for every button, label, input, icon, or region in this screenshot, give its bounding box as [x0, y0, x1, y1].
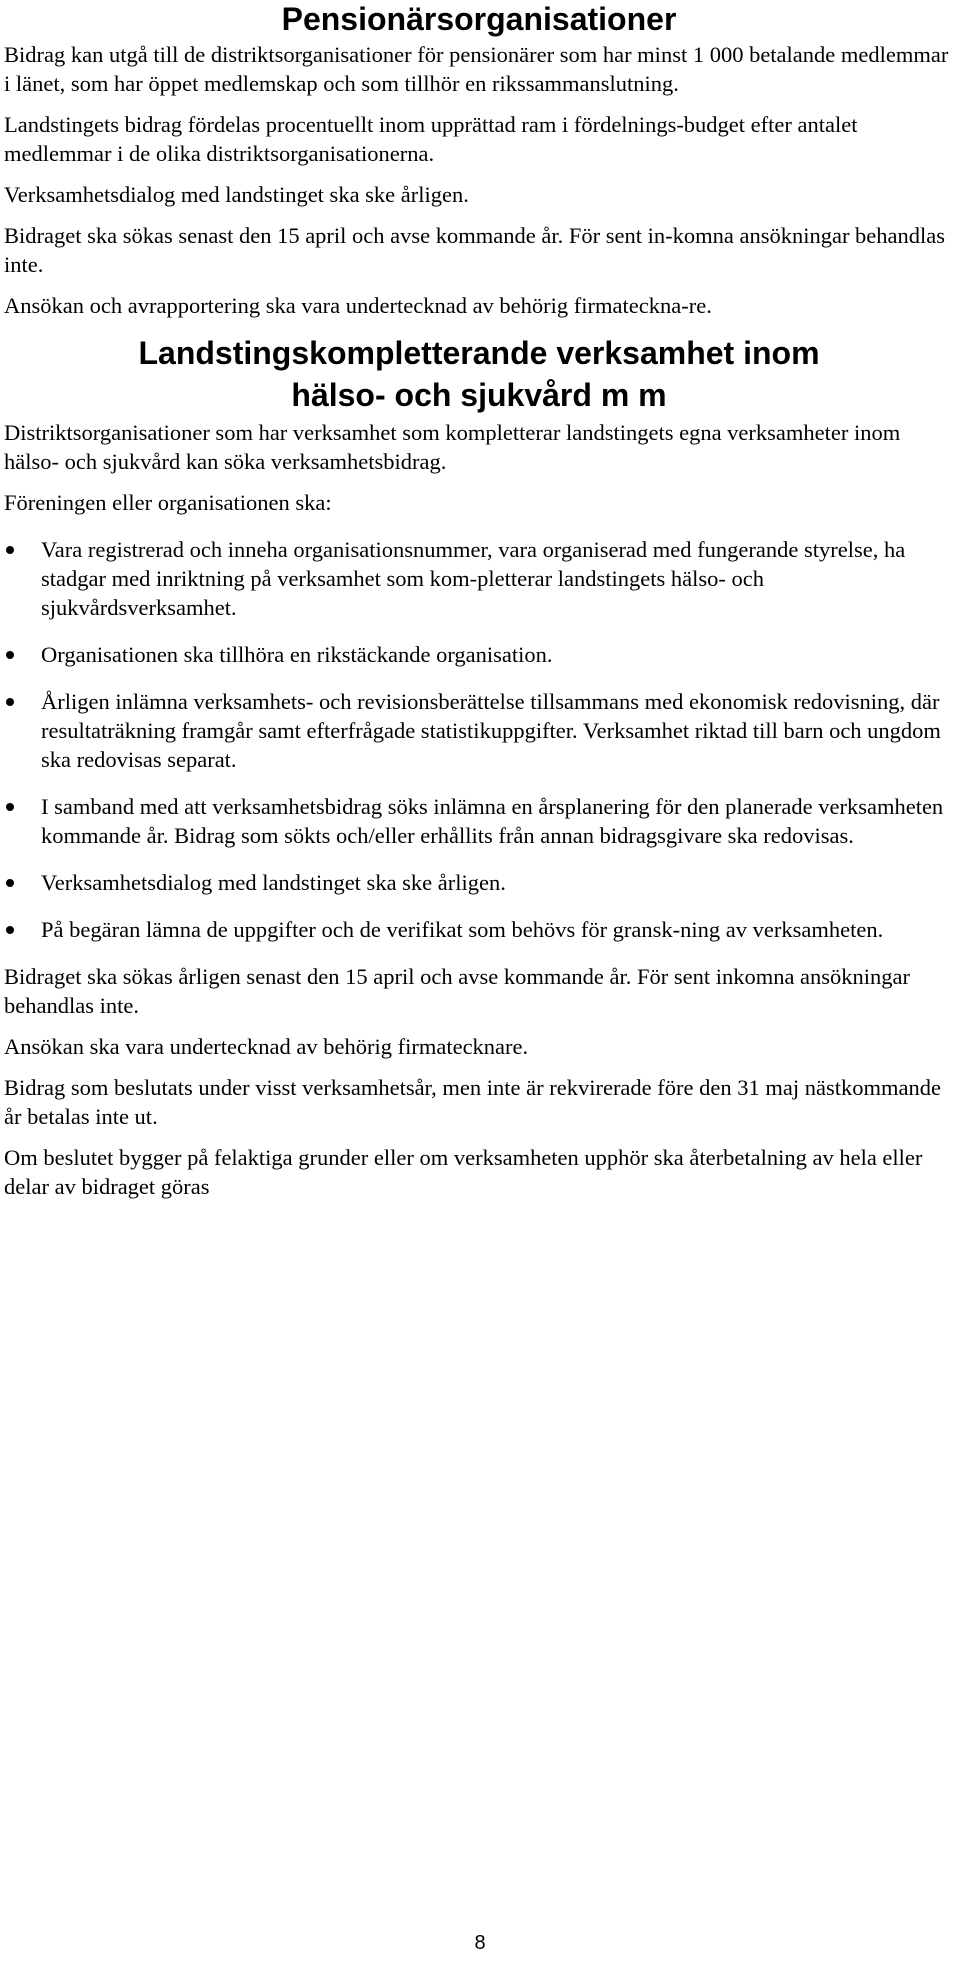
list-item — [4, 915, 954, 944]
document-page — [4, 0, 954, 1213]
heading-line-1: Landstingskompletterande verksamhet inom — [138, 335, 820, 371]
heading-line-2: hälso- och sjukvård m m — [291, 377, 667, 413]
bullet-icon — [6, 698, 14, 706]
bullet-icon — [6, 803, 14, 811]
list-item — [4, 792, 954, 850]
paragraph: Distriktsorganisationer som har verksamhet som kompletterar landstingets egna verksamheter inom hälso- och sjukvård kan söka verksamhetsbidrag. — [4, 420, 901, 474]
section-heading-pensionarsorganisationer: Pensionärsorganisationer — [281, 1, 677, 37]
list-item-text: Årligen inlämna verksamhets- och revisionsberättelse tillsammans med ekonomisk redovisning, där resultaträkning framgår samt efterfrågade statistikuppgifter. Verksamhet riktad till barn och ungdom ska redovisas separat. — [41, 689, 941, 772]
section-heading-landstingskompletterande — [4, 332, 954, 416]
list-item-text: Verksamhetsdialog med landstinget ska ske årligen. — [41, 870, 506, 895]
list-item-text: I samband med att verksamhetsbidrag söks inlämna en årsplanering för den planerade verksamheten kommande år. Bidrag som sökts och/eller erhållits från annan bidragsgivare ska redovisas. — [41, 794, 944, 848]
paragraph: Om beslutet bygger på felaktiga grunder eller om verksamheten upphör ska återbetalning av hela eller delar av bidraget göras — [4, 1145, 923, 1199]
paragraph: Bidraget ska sökas senast den 15 april och avse kommande år. För sent in-komna ansökningar behandlas inte. — [4, 223, 946, 277]
list-item — [4, 687, 954, 774]
paragraph: Landstingets bidrag fördelas procentuellt inom upprättad ram i fördelnings-budget efter antalet medlemmar i de olika distriktsorganisationerna. — [4, 112, 858, 166]
paragraph: Ansökan ska vara undertecknad av behörig firmatecknare. — [4, 1034, 529, 1059]
list-item-text: På begäran lämna de uppgifter och de verifikat som behövs för gransk-ning av verksamheten. — [41, 917, 884, 942]
bullet-icon — [6, 879, 14, 887]
list-lead: Föreningen eller organisationen ska: — [4, 490, 332, 515]
paragraph: Bidraget ska sökas årligen senast den 15 april och avse kommande år. För sent inkomna ansökningar behandlas inte. — [4, 964, 911, 1018]
bullet-icon — [6, 651, 14, 659]
paragraph: Ansökan och avrapportering ska vara undertecknad av behörig firmateckna-re. — [4, 293, 712, 318]
page-number: 8 — [474, 1932, 486, 1954]
bullet-icon — [6, 546, 14, 554]
requirements-list — [4, 535, 954, 944]
list-item-text: Organisationen ska tillhöra en rikstäckande organisation. — [41, 642, 553, 667]
list-item-text: Vara registrerad och inneha organisationsnummer, vara organiserad med fungerande styrelse, ha stadgar med inriktning på verksamhet som kom-pletterar landstingets hälso- och sjukvårdsverksamhet. — [41, 537, 906, 620]
list-item — [4, 535, 954, 622]
paragraph: Verksamhetsdialog med landstinget ska ske årligen. — [4, 182, 469, 207]
list-item — [4, 868, 954, 897]
paragraph: Bidrag kan utgå till de distriktsorganisationer för pensionärer som har minst 1 000 betalande medlemmar i länet, som har öppet medlemskap och som tillhör en rikssammanslutning. — [4, 42, 949, 96]
list-item — [4, 640, 954, 669]
bullet-icon — [6, 926, 14, 934]
paragraph: Bidrag som beslutats under visst verksamhetsår, men inte är rekvirerade före den 31 maj nästkommande år betalas inte ut. — [4, 1075, 941, 1129]
